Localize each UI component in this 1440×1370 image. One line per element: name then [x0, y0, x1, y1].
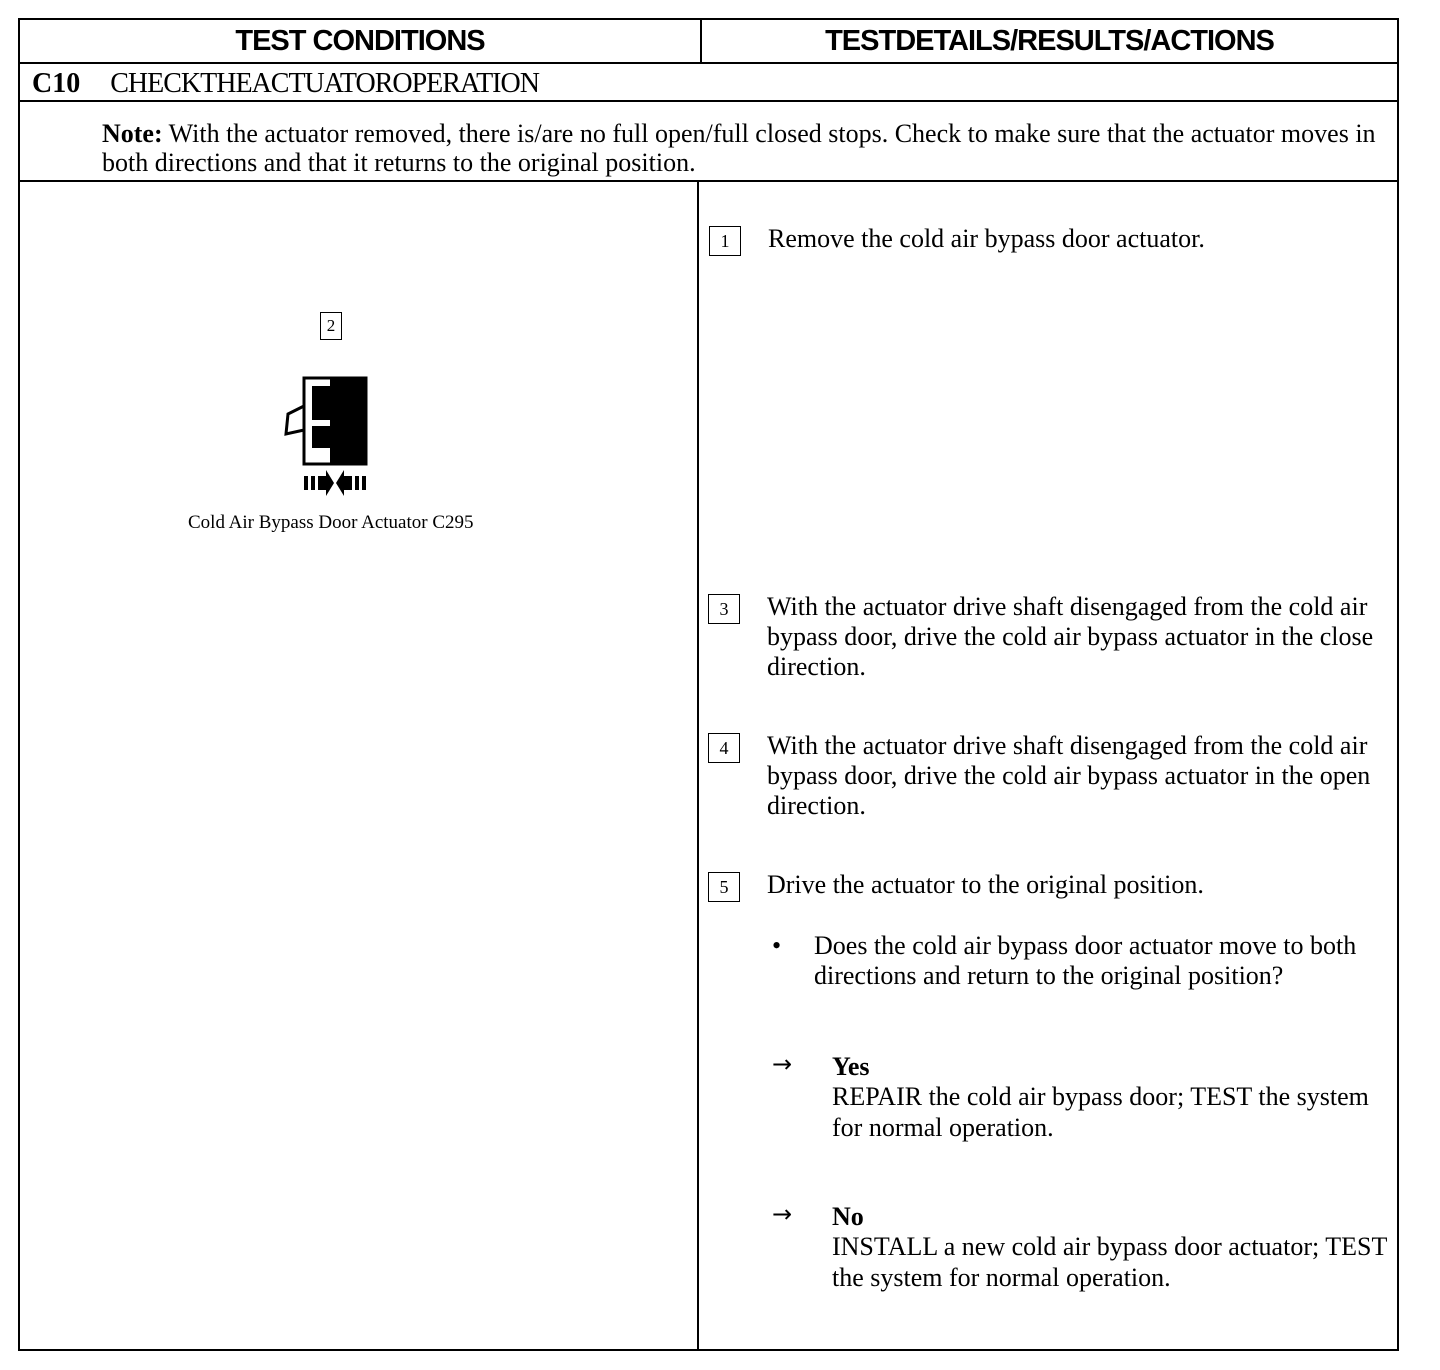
note: [102, 119, 1392, 177]
column-divider: [697, 180, 699, 1351]
step-number-box: 1: [709, 226, 741, 256]
header-test-details: TESTDETAILS/RESULTS/ACTIONS: [825, 25, 1274, 57]
note-text: With the actuator removed, there is/are no full open/full closed stops. Check to make sure that the actuator moves in both directions and that it returns to the original position.: [102, 119, 1376, 177]
result-action: INSTALL a new cold air bypass door actuator; TEST the system for normal operation.: [832, 1232, 1387, 1292]
divider: [20, 100, 1397, 102]
test-table: [18, 18, 1399, 1351]
step-text: With the actuator drive shaft disengaged from the cold air bypass door, drive the cold air bypass actuator in the open direction.: [767, 731, 1371, 820]
section-heading: [32, 66, 539, 102]
figure-caption: Cold Air Bypass Door Actuator C295: [188, 512, 474, 533]
section-code: C10: [32, 68, 81, 99]
result-label: Yes: [832, 1052, 870, 1081]
step-text: Remove the cold air bypass door actuator.: [768, 224, 1205, 253]
right-arrow-icon: →: [772, 1200, 793, 1228]
step-text: With the actuator drive shaft disengaged from the cold air bypass door, drive the cold air bypass actuator in the close direction.: [767, 592, 1374, 681]
note-label: Note:: [102, 119, 163, 148]
question-text: Does the cold air bypass door actuator move to both directions and return to the original position?: [814, 931, 1357, 990]
actuator-connector-icon: [278, 354, 388, 500]
bullet-icon: •: [772, 931, 782, 960]
figure-number-box: 2: [320, 312, 342, 340]
result-label: No: [832, 1202, 864, 1231]
right-arrow-icon: →: [772, 1050, 793, 1078]
divider: [20, 180, 1397, 182]
step-number-box: 4: [708, 733, 740, 763]
section-title: CHECKTHEACTUATOROPERATION: [110, 68, 539, 99]
result-action: REPAIR the cold air bypass door; TEST the system for normal operation.: [832, 1082, 1369, 1142]
step-number-box: 5: [708, 872, 740, 902]
divider: [20, 62, 1397, 64]
actuator-figure: [160, 312, 500, 552]
header-test-conditions: TEST CONDITIONS: [20, 20, 702, 63]
step-text: Drive the actuator to the original position.: [767, 870, 1204, 899]
step-number-box: 3: [708, 594, 740, 624]
